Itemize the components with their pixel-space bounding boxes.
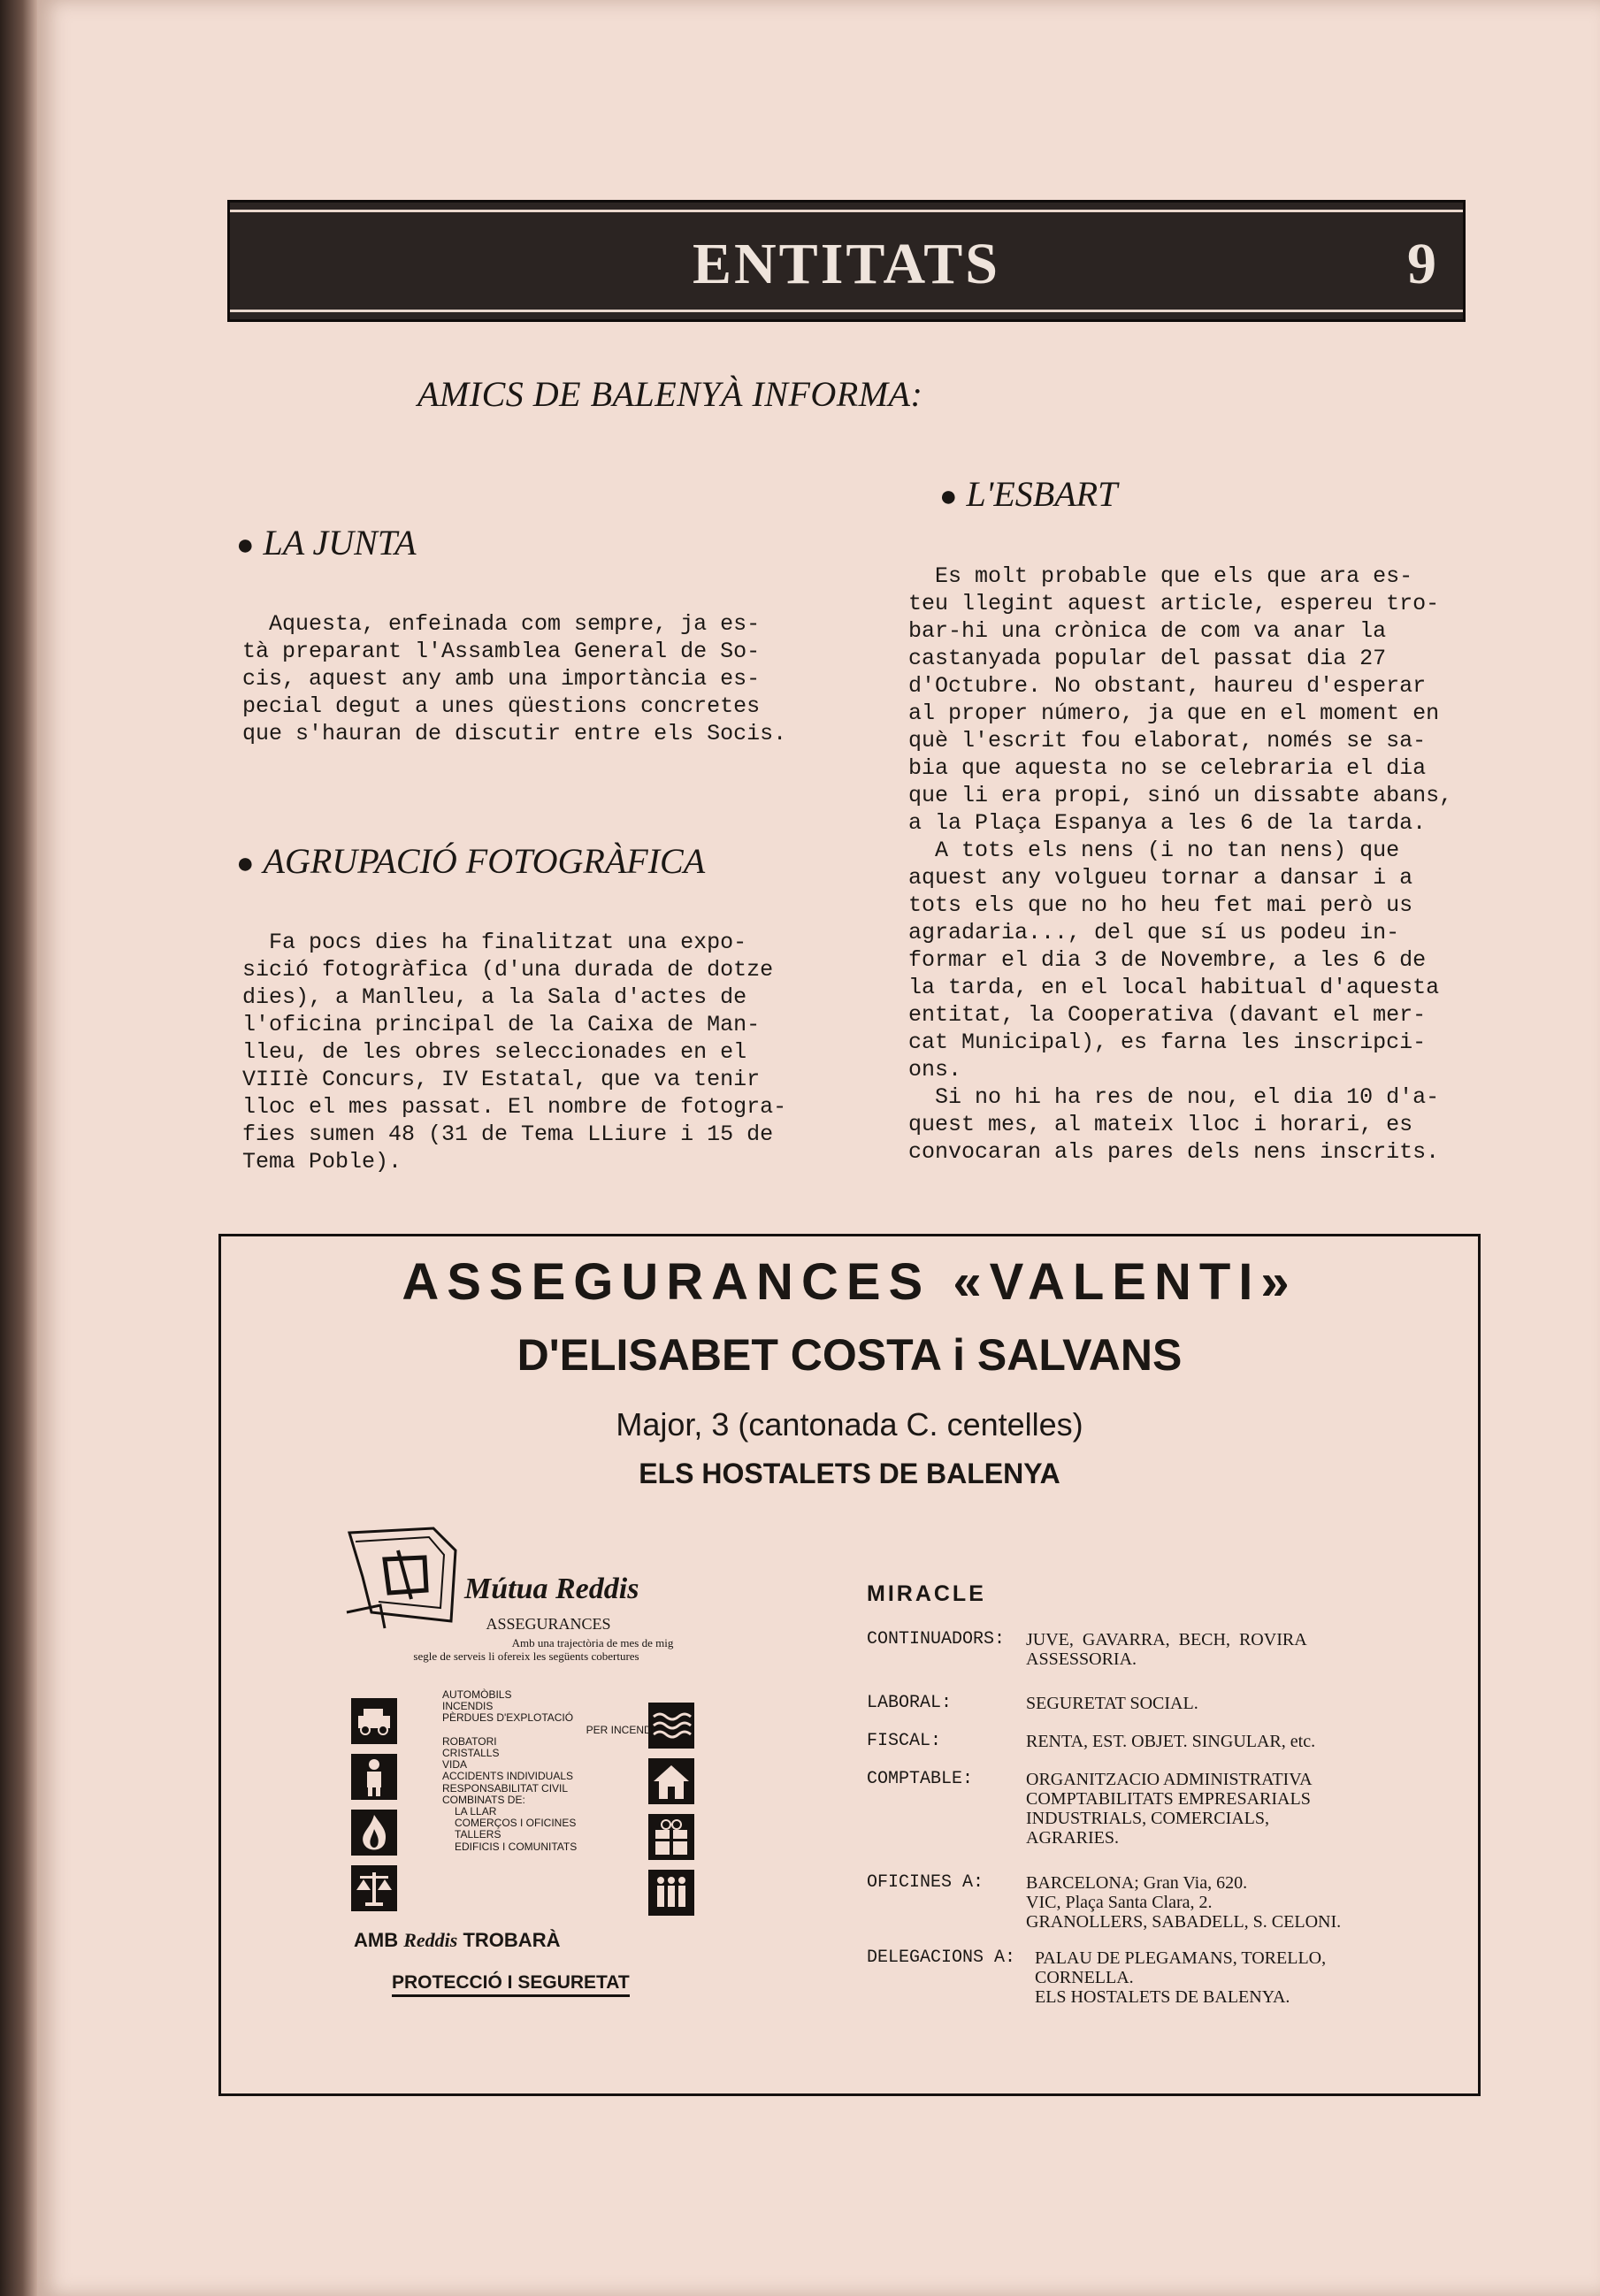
article-esbart: Es molt probable que els que ara es- teu llegint aquest article, espereu tro- bar-hi una crònica de com va anar la castanyada popular del passat dia 27 d'Octubre. No obstant, haureu d'esperar al proper número, ja que en el moment en què l'escrit fou elaborat, només se sa- bia que aquesta no se celebraria el dia que li era propi, sinó un dissabte abans, a la Plaça Espanya a les 6 de la tarda. A tots els nens (i no tan nens) que aquest any volgueu tornar a dansar i a tots els que no ho heu fet mai però us agradaria..., del que sí us podeu in- formar el dia 3 de Novembre, a les 6 de la tarda, en el local habitual d'aquesta entitat, la Cooperativa (davant el mer- cat Municipal), es farna les inscripci- ons. Si no hi ha res de nou, el dia 10 d'a- quest mes, al mateix lloc i horari, es convocaran als pares dels nens inscrits. <box>908 563 1453 1165</box>
kicker-heading: AMICS DE BALENYÀ INFORMA: <box>417 374 923 414</box>
section-title: ENTITATS <box>692 232 1000 296</box>
waves-icon <box>648 1703 694 1749</box>
article-la-junta: Aquesta, enfeinada com sempre, ja es- tà preparant l'Assamblea General de So- cis, aquest any amb una importància es- pecial degut a unes qüestions concretes que s'hauran de discutir entre els Socis. <box>242 611 787 746</box>
house-icon <box>648 1758 694 1804</box>
heading-agrupacio <box>236 840 705 882</box>
header-rule-bottom <box>230 310 1463 312</box>
family-icon <box>648 1870 694 1916</box>
coverage-item: TALLERS <box>455 1828 501 1841</box>
page-spine <box>0 0 37 2296</box>
flame-icon <box>351 1810 397 1856</box>
brand-desc-line: Amb una trajectòria de mes de mig <box>511 1636 674 1649</box>
miracle-row-value: SEGURETAT SOCIAL. <box>1026 1694 1198 1713</box>
miracle-row-label: CONTINUADORS: <box>867 1629 1006 1649</box>
coverage-item: EDIFICIS I COMUNITATS <box>455 1840 578 1853</box>
brand-name: Mútua Reddis <box>464 1573 639 1605</box>
coverage-item: RESPONSABILITAT CIVIL <box>442 1781 569 1795</box>
coverage-item: AUTOMÒBILS <box>442 1688 512 1701</box>
bullet-icon: ● <box>939 480 958 513</box>
coverage-item: PÈRDUES D'EXPLOTACIÓ <box>442 1711 574 1725</box>
heading-esbart <box>939 473 1117 515</box>
coverage-item: LA LLAR <box>455 1805 497 1818</box>
miracle-row-value: ORGANITZACIO ADMINISTRATIVA COMPTABILITATS EMPRESARIALS INDUSTRIALS, COMERCIALS, AGRARIES. <box>1026 1770 1313 1848</box>
coverage-item: VIDA <box>442 1758 468 1772</box>
ad-title: ASSEGURANCES «VALENTI» <box>402 1253 1298 1311</box>
coverage-item: ACCIDENTS INDIVIDUALS <box>442 1770 574 1783</box>
ad-town: ELS HOSTALETS DE BALENYA <box>639 1458 1060 1489</box>
car-icon <box>351 1698 397 1744</box>
coverage-item: CRISTALLS <box>442 1747 500 1760</box>
miracle-row-label: COMPTABLE: <box>867 1769 974 1789</box>
miracle-row-label: FISCAL: <box>867 1731 942 1751</box>
heading-text: L'ESBART <box>966 474 1118 514</box>
heading-text: LA JUNTA <box>263 523 417 563</box>
ad-subtitle: D'ELISABET COSTA i SALVANS <box>517 1330 1183 1380</box>
person-icon <box>351 1754 397 1800</box>
cta-brand: Reddis <box>403 1929 458 1951</box>
miracle-row-value: PALAU DE PLEGAMANS, TORELLO, CORNELLA. ELS HOSTALETS DE BALENYA. <box>1035 1948 1327 2007</box>
miracle-row-value: JUVE, GAVARRA, BECH, ROVIRA ASSESSORIA. <box>1026 1630 1307 1669</box>
magazine-page <box>37 0 1600 2296</box>
heading-text: AGRUPACIÓ FOTOGRÀFICA <box>263 841 706 881</box>
cta-text: AMB <box>354 1929 399 1951</box>
section-header <box>227 200 1466 322</box>
ad-address: Major, 3 (cantonada C. centelles) <box>616 1406 1083 1443</box>
heading-la-junta <box>236 522 417 563</box>
cta-text: TROBARÀ <box>463 1929 561 1951</box>
insurance-advertisement <box>218 1234 1481 2096</box>
bullet-icon: ● <box>236 847 255 880</box>
coverage-item: COMERÇOS I OFICINES <box>455 1817 577 1830</box>
coverage-item: INCENDIS <box>442 1700 494 1713</box>
miracle-heading: MIRACLE <box>867 1581 986 1606</box>
brand-desc-line: segle de serveis li ofereix les següents cobertures <box>413 1649 639 1663</box>
page-number: 9 <box>1407 232 1436 296</box>
miracle-row-label: DELEGACIONS A: <box>867 1948 1016 1968</box>
article-agrupacio: Fa pocs dies ha finalitzat una expo- sició fotogràfica (d'una durada de dotze dies), a Manlleu, a la Sala d'actes de l'oficina principal de la Caixa de Man- lleu, de les obres seleccionades en el VIIIè Concurs, IV Estatal, que va tenir lloc el mes passat. El nombre de fotogra- fies sumen 48 (31 de Tema LLiure i 15 de Tema Poble). <box>242 930 787 1175</box>
gift-icon <box>648 1814 694 1860</box>
miracle-row-label: OFICINES A: <box>867 1872 984 1893</box>
brand-description <box>305 1636 747 1663</box>
ad-call-to-action <box>354 1929 560 1952</box>
coverage-item: PER INCENDI <box>586 1723 655 1736</box>
scales-icon <box>351 1865 397 1911</box>
coverage-list <box>442 1689 655 1853</box>
ad-slogan: PROTECCIÓ I SEGURETAT <box>392 1972 630 1997</box>
mutua-reddis-logo <box>345 1524 460 1630</box>
miracle-row-label: LABORAL: <box>867 1693 953 1713</box>
miracle-row-value: RENTA, EST. OBJET. SINGULAR, etc. <box>1026 1732 1316 1751</box>
bullet-icon: ● <box>236 529 255 562</box>
coverage-item: COMBINATS DE: <box>442 1793 525 1806</box>
header-rule-top <box>230 210 1463 212</box>
miracle-row-value: BARCELONA; Gran Via, 620. VIC, Plaça Santa Clara, 2. GRANOLLERS, SABADELL, S. CELONI. <box>1026 1873 1342 1932</box>
brand-subtitle: ASSEGURANCES <box>486 1615 611 1633</box>
coverage-item: ROBATORI <box>442 1734 497 1748</box>
